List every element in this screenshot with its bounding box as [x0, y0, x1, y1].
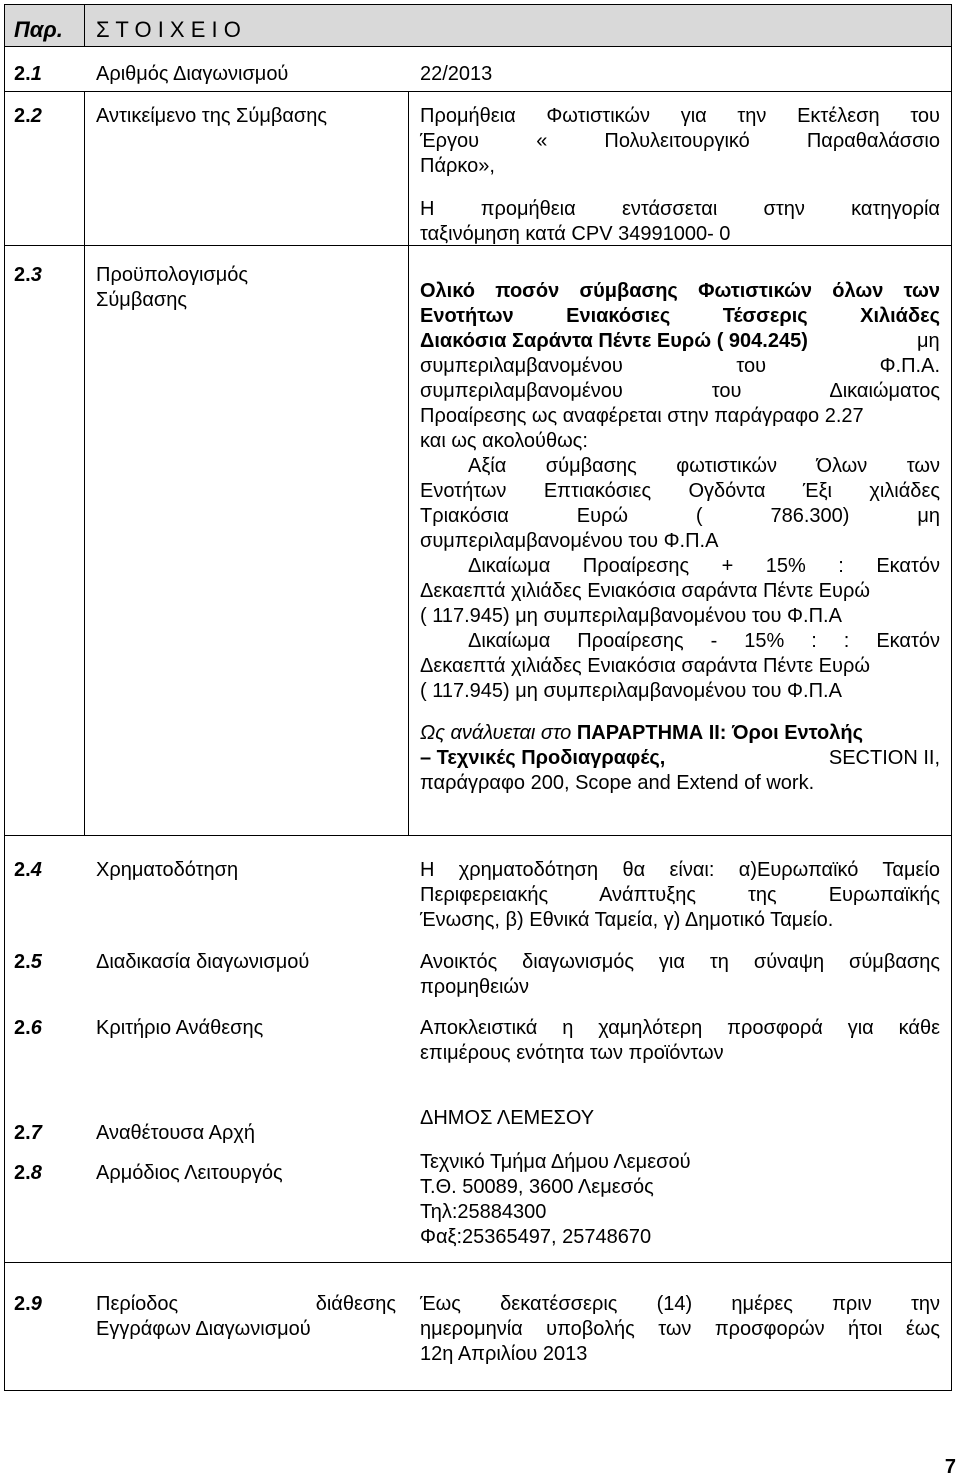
row-2-8-label: Αρμόδιος Λειτουργός: [96, 1162, 283, 1184]
header-stoixeio: Σ Τ Ο Ι Χ Ε Ι Ο: [96, 17, 241, 42]
row-2-9-label: Περίοδος διάθεσης: [96, 1293, 396, 1315]
amount-line: συμπεριλαμβανομένου του Φ.Π.Α: [420, 530, 719, 552]
amount-line: και ως ακολούθως:: [420, 430, 588, 452]
row-2-2-line: ταξινόμηση κατά CPV 34991000- 0: [420, 223, 731, 245]
row-2-9-number: 2.9: [14, 1293, 42, 1315]
row-2-1-label: Αριθμός Διαγωνισμού: [96, 63, 289, 85]
column-divider: [408, 91, 409, 245]
amount-line: συμπεριλαμβανομένου του Δικαιώματος: [420, 380, 940, 402]
row-2-2-number: 2.2: [14, 105, 42, 127]
total-amount-line: Ολικό ποσόν σύμβασης Φωτιστικών όλων των: [420, 280, 940, 302]
header-par: Παρ.: [14, 17, 63, 42]
row-2-2-line: Πάρκο»,: [420, 155, 495, 177]
annex-reference: Ως ανάλυεται στο ΠΑΡΑΡΤΗΜΑ ΙΙ: Όροι Εντολής: [420, 722, 864, 744]
row-2-1-number: 2.1: [14, 63, 42, 85]
row-2-6-line: Αποκλειστικά η χαμηλότερη προσφορά για κάθε: [420, 1017, 940, 1039]
row-2-7-label: Αναθέτουσα Αρχή: [96, 1122, 255, 1144]
row-divider: [4, 91, 952, 92]
row-2-9-line: Έως δεκατέσσερις (14) ημέρες πριν την: [420, 1293, 940, 1315]
column-divider: [84, 245, 85, 835]
amount-line: Δικαίωμα Προαίρεσης - 15% : : Εκατόν: [468, 630, 940, 652]
page-number: 7: [944, 1456, 956, 1478]
row-divider: [4, 46, 952, 47]
row-2-9-line: ημερομηνία υποβολής των προσφορών ήτοι έως: [420, 1318, 940, 1340]
amount-line: Ενοτήτων Επτιακόσιες Ογδόντα Έξι χιλιάδες: [420, 480, 940, 502]
amount-line: συμπεριλαμβανομένου του Φ.Π.Α.: [420, 355, 940, 377]
row-2-7-number: 2.7: [14, 1122, 42, 1144]
row-2-5-label: Διαδικασία διαγωνισμού: [96, 951, 310, 973]
row-2-9-line: 12η Απριλίου 2013: [420, 1343, 588, 1365]
row-2-6-number: 2.6: [14, 1017, 42, 1039]
total-amount-tail: μη: [917, 330, 940, 352]
amount-line: ( 117.945) μη συμπεριλαμβανομένου του Φ.Π.Α: [420, 680, 842, 702]
amount-line: Δεκαεπτά χιλιάδες Ενιακόσια σαράντα Πέντε Ευρώ: [420, 655, 870, 677]
row-2-4-line: Η χρηματοδότηση θα είναι: α)Ευρωπαϊκό Ταμείο: [420, 859, 940, 881]
amount-line: Τριακόσια Ευρώ ( 786.300) μη: [420, 505, 940, 527]
row-2-3-label: Σύμβασης: [96, 289, 187, 311]
amount-line: Δεκαεπτά χιλιάδες Ενιακόσια σαράντα Πέντε Ευρώ: [420, 580, 870, 602]
column-divider: [84, 4, 85, 47]
row-2-4-line: Ένωσης, β) Εθνικά Ταμεία, γ) Δημοτικό Ταμείο.: [420, 909, 834, 931]
row-2-4-number: 2.4: [14, 859, 42, 881]
row-2-8-line: Τ.Θ. 50089, 3600 Λεμεσός: [420, 1176, 654, 1198]
row-2-8-number: 2.8: [14, 1162, 42, 1184]
row-2-5-line: προμηθειών: [420, 976, 530, 998]
amount-line: Αξία σύμβασης φωτιστικών Όλων των: [468, 455, 940, 477]
row-divider: [4, 835, 952, 836]
row-2-6-label: Κριτήριο Ανάθεσης: [96, 1017, 264, 1039]
total-amount-line: Διακόσια Σαράντα Πέντε Ευρώ ( 904.245): [420, 330, 808, 352]
row-2-4-label: Χρηματοδότηση: [96, 859, 239, 881]
row-2-6-line: επιμέρους ενότητα των προϊόντων: [420, 1042, 724, 1064]
row-2-2-line: Έργου « Πολυλειτουργικό Παραθαλάσσιο: [420, 130, 940, 152]
row-2-2-line: Η προμήθεια εντάσσεται στην κατηγορία: [420, 198, 940, 220]
amount-line: ( 117.945) μη συμπεριλαμβανομένου του Φ.Π.Α: [420, 605, 842, 627]
total-amount-line: Ενοτήτων Ενιακόσιες Τέσσερις Χιλιάδες: [420, 305, 940, 327]
amount-line: Δικαίωμα Προαίρεσης + 15% : Εκατόν: [468, 555, 940, 577]
annex-reference: παράγραφο 200, Scope and Extend of work.: [420, 772, 815, 794]
row-2-5-number: 2.5: [14, 951, 42, 973]
row-divider: [4, 1262, 952, 1263]
row-2-8-line: Τηλ:25884300: [420, 1201, 547, 1223]
amount-line: Προαίρεσης ως αναφέρεται στην παράγραφο 2.27: [420, 405, 864, 427]
annex-reference: – Τεχνικές Προδιαγραφές, SECTION II,: [420, 747, 940, 769]
row-2-4-line: Περιφερειακής Ανάπτυξης της Ευρωπαϊκής: [420, 884, 940, 906]
row-2-3-number: 2.3: [14, 264, 42, 286]
row-2-7-value: ΔΗΜΟΣ ΛΕΜΕΣΟΥ: [420, 1107, 595, 1129]
row-2-3-label: Προϋπολογισμός: [96, 264, 249, 286]
row-2-5-line: Ανοικτός διαγωνισμός για τη σύναψη σύμβασης: [420, 951, 940, 973]
row-2-9-label: Εγγράφων Διαγωνισμού: [96, 1318, 311, 1340]
row-2-8-line: Τεχνικό Τμήμα Δήμου Λεμεσού: [420, 1151, 691, 1173]
column-divider: [408, 245, 409, 835]
column-divider: [84, 91, 85, 245]
row-2-8-line: Φαξ:25365497, 25748670: [420, 1226, 652, 1248]
row-2-2-line: Προμήθεια Φωτιστικών για την Εκτέλεση του: [420, 105, 940, 127]
row-2-2-label: Αντικείμενο της Σύμβασης: [96, 105, 328, 127]
row-2-1-value: 22/2013: [420, 63, 493, 85]
